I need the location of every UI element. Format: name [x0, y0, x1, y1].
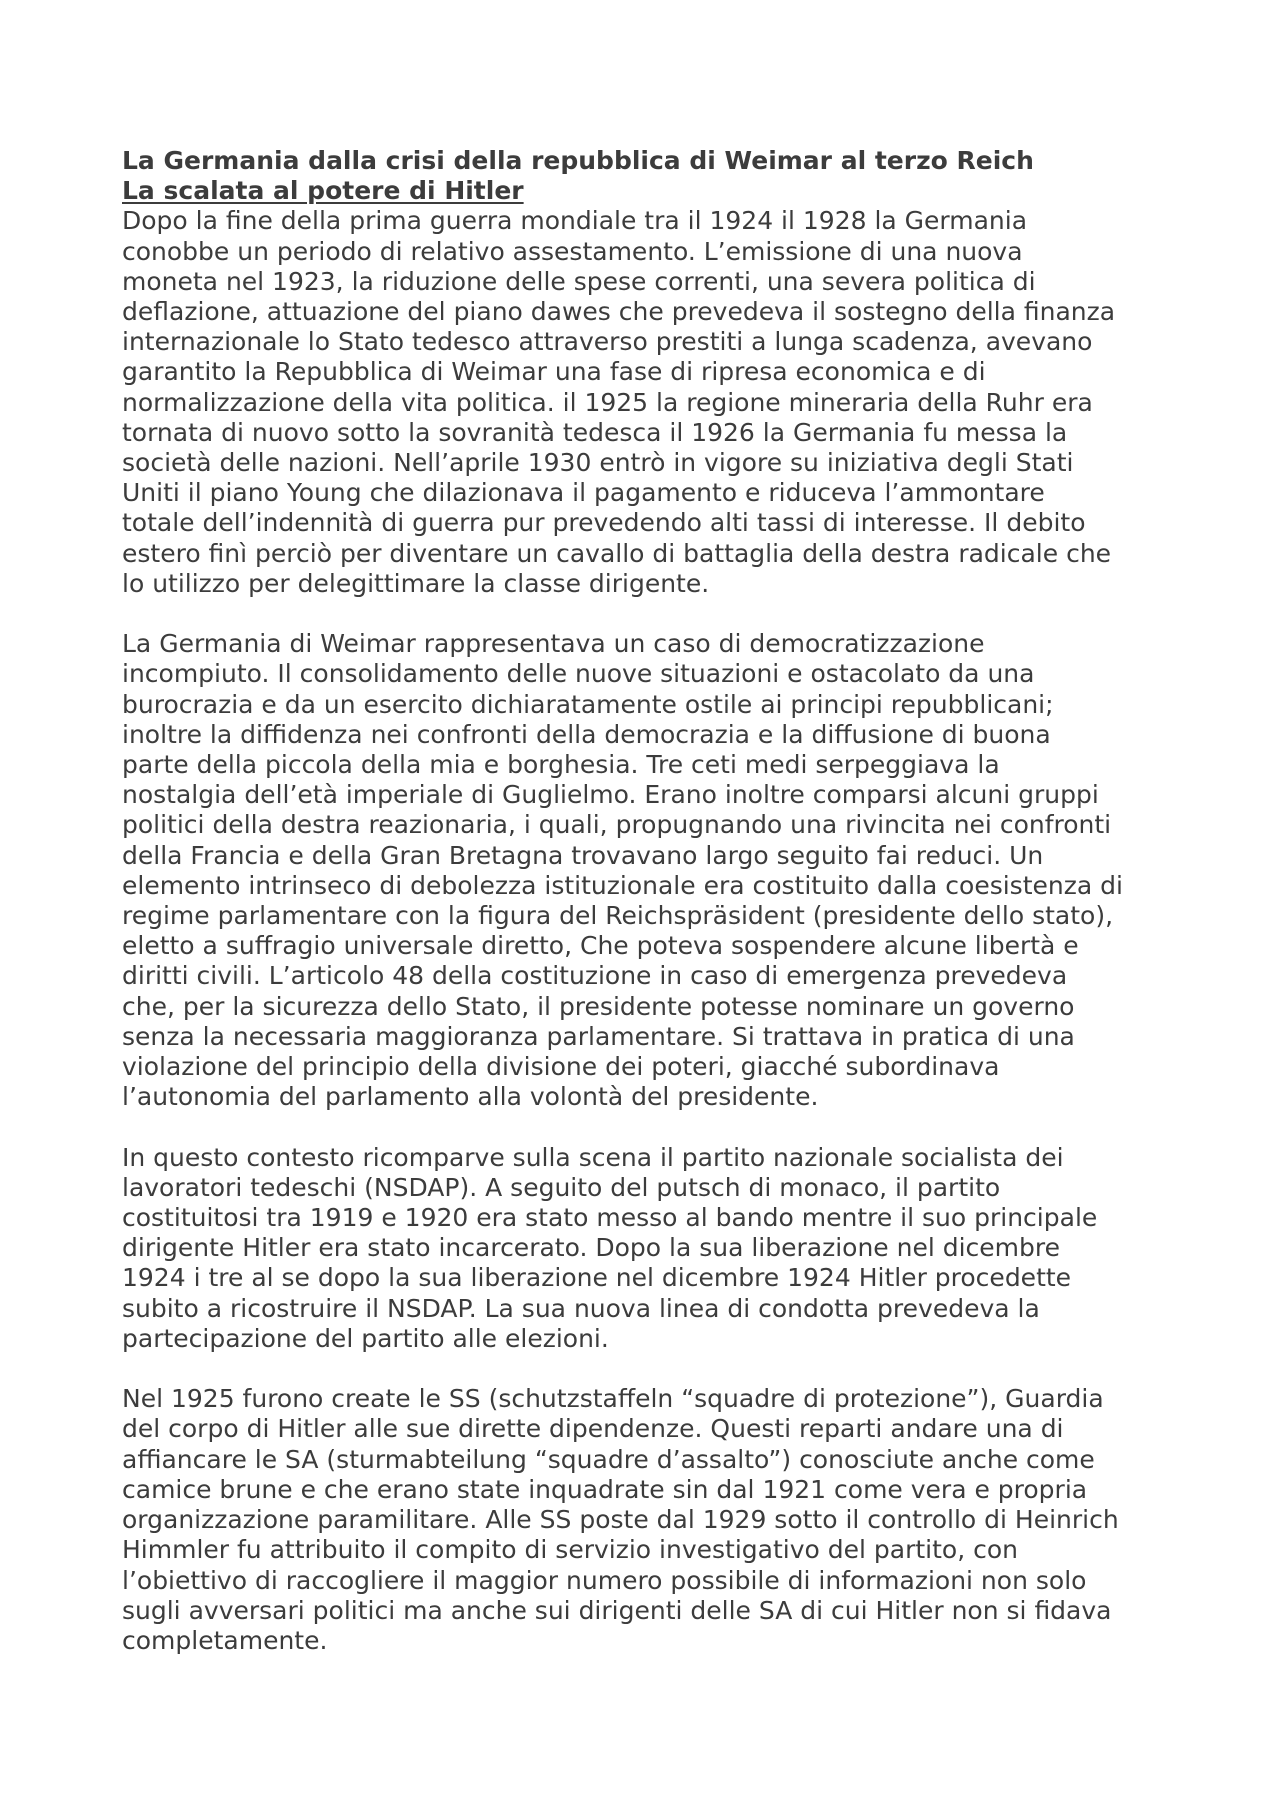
paragraph-line: internazionale lo Stato tedesco attraverso prestiti a lunga scadenza, avevano	[122, 327, 1093, 357]
document-page	[122, 146, 1172, 1656]
paragraph-line: moneta nel 1923, la riduzione delle spese correnti, una severa politica di	[122, 266, 1036, 296]
paragraph-line: Uniti il piano Young che dilazionava il pagamento e riduceva l’ammontare	[122, 478, 1045, 508]
paragraph-line: che, per la sicurezza dello Stato, il presidente potesse nominare un governo	[122, 991, 1075, 1021]
paragraph-line: costituitosi tra 1919 e 1920 era stato messo al bando mentre il suo principale	[122, 1203, 1098, 1233]
paragraph-line: Dopo la fine della prima guerra mondiale tra il 1924 il 1928 la Germania	[122, 206, 1028, 236]
paragraph-line: estero finì perciò per diventare un cavallo di battaglia della destra radicale che	[122, 538, 1112, 568]
paragraph-line: elemento intrinseco di debolezza istituzionale era costituito dalla coesistenza di	[122, 870, 1123, 900]
paragraph-line: politici della destra reazionaria, i quali, propugnando una rivincita nei confronti	[122, 810, 1112, 840]
paragraph-line: completamente.	[122, 1625, 328, 1655]
paragraph-line: eletto a suffragio universale diretto, Che poteva sospendere alcune libertà e	[122, 931, 1079, 961]
paragraph-line: l’obiettivo di raccogliere il maggior numero possibile di informazioni non solo	[122, 1565, 1087, 1595]
paragraph-line: burocrazia e da un esercito dichiaratamente ostile ai principi repubblicani;	[122, 689, 1054, 719]
paragraph-line: Nel 1925 furono create le SS (schutzstaffeln “squadre di protezione”), Guardia	[122, 1384, 1104, 1414]
paragraph-line: parte della piccola della mia e borghesia. Tre ceti medi serpeggiava la	[122, 750, 1000, 780]
document-subtitle: La scalata al potere di Hitler	[122, 176, 524, 206]
paragraph-line: nostalgia dell’età imperiale di Guglielmo. Erano inoltre comparsi alcuni gruppi	[122, 780, 1099, 810]
paragraph-line: l’autonomia del parlamento alla volontà del presidente.	[122, 1082, 819, 1112]
paragraph-line: deflazione, attuazione del piano dawes che prevedeva il sostegno della finanza	[122, 297, 1116, 327]
paragraph-line: garantito la Repubblica di Weimar una fase di ripresa economica e di	[122, 357, 986, 387]
paragraph-line: lavoratori tedeschi (NSDAP). A seguito del putsch di monaco, il partito	[122, 1172, 1001, 1202]
paragraph-line: organizzazione paramilitare. Alle SS poste dal 1929 sotto il controllo di Heinrich	[122, 1505, 1119, 1535]
paragraph-line: diritti civili. L’articolo 48 della costituzione in caso di emergenza prevedeva	[122, 961, 1068, 991]
paragraph-line: regime parlamentare con la figura del Reichspräsident (presidente dello stato),	[122, 901, 1114, 931]
paragraph-line: società delle nazioni. Nell’aprile 1930 entrò in vigore su iniziativa degli Stati	[122, 448, 1074, 478]
paragraph-line: senza la necessaria maggioranza parlamentare. Si trattava in pratica di una	[122, 1021, 1075, 1051]
document-title: La Germania dalla crisi della repubblica di Weimar al terzo Reich	[122, 146, 1034, 175]
paragraph-line: dirigente Hitler era stato incarcerato. Dopo la sua liberazione nel dicembre	[122, 1233, 1061, 1263]
paragraph-line: inoltre la diffidenza nei confronti della democrazia e la diffusione di buona	[122, 719, 1051, 749]
paragraph-line: In questo contesto ricomparve sulla scena il partito nazionale socialista dei	[122, 1142, 1064, 1172]
paragraph-1	[122, 206, 1172, 599]
paragraph-line: camice brune e che erano state inquadrate sin dal 1921 come vera e propria	[122, 1474, 1088, 1504]
paragraph-line: partecipazione del partito alle elezioni.	[122, 1323, 609, 1353]
paragraph-line: lo utilizzo per delegittimare la classe dirigente.	[122, 568, 710, 598]
paragraph-4	[122, 1384, 1172, 1656]
paragraph-line: 1924 i tre al se dopo la sua liberazione nel dicembre 1924 Hitler procedette	[122, 1263, 1072, 1293]
paragraph-3	[122, 1143, 1172, 1354]
paragraph-line: La Germania di Weimar rappresentava un caso di democratizzazione	[122, 629, 985, 659]
paragraph-line: affiancare le SA (sturmabteilung “squadre d’assalto”) conosciute anche come	[122, 1444, 1095, 1474]
paragraph-line: subito a ricostruire il NSDAP. La sua nuova linea di condotta prevedeva la	[122, 1293, 1040, 1323]
paragraph-line: del corpo di Hitler alle sue dirette dipendenze. Questi reparti andare una di	[122, 1414, 1064, 1444]
paragraph-2	[122, 629, 1172, 1112]
paragraph-line: della Francia e della Gran Bretagna trovavano largo seguito fai reduci. Un	[122, 840, 1044, 870]
paragraph-line: totale dell’indennità di guerra pur prevedendo alti tassi di interesse. Il debito	[122, 508, 1086, 538]
paragraph-line: sugli avversari politici ma anche sui dirigenti delle SA di cui Hitler non si fidava	[122, 1595, 1112, 1625]
paragraph-line: incompiuto. Il consolidamento delle nuove situazioni e ostacolato da una	[122, 659, 1035, 689]
paragraph-line: conobbe un periodo di relativo assestamento. L’emissione di una nuova	[122, 236, 1023, 266]
paragraph-line: tornata di nuovo sotto la sovranità tedesca il 1926 la Germania fu messa la	[122, 417, 1068, 447]
paragraph-line: normalizzazione della vita politica. il 1925 la regione mineraria della Ruhr era	[122, 387, 1093, 417]
paragraph-line: violazione del principio della divisione dei poteri, giacché subordinava	[122, 1052, 1000, 1082]
paragraph-line: Himmler fu attribuito il compito di servizio investigativo del partito, con	[122, 1535, 1018, 1565]
